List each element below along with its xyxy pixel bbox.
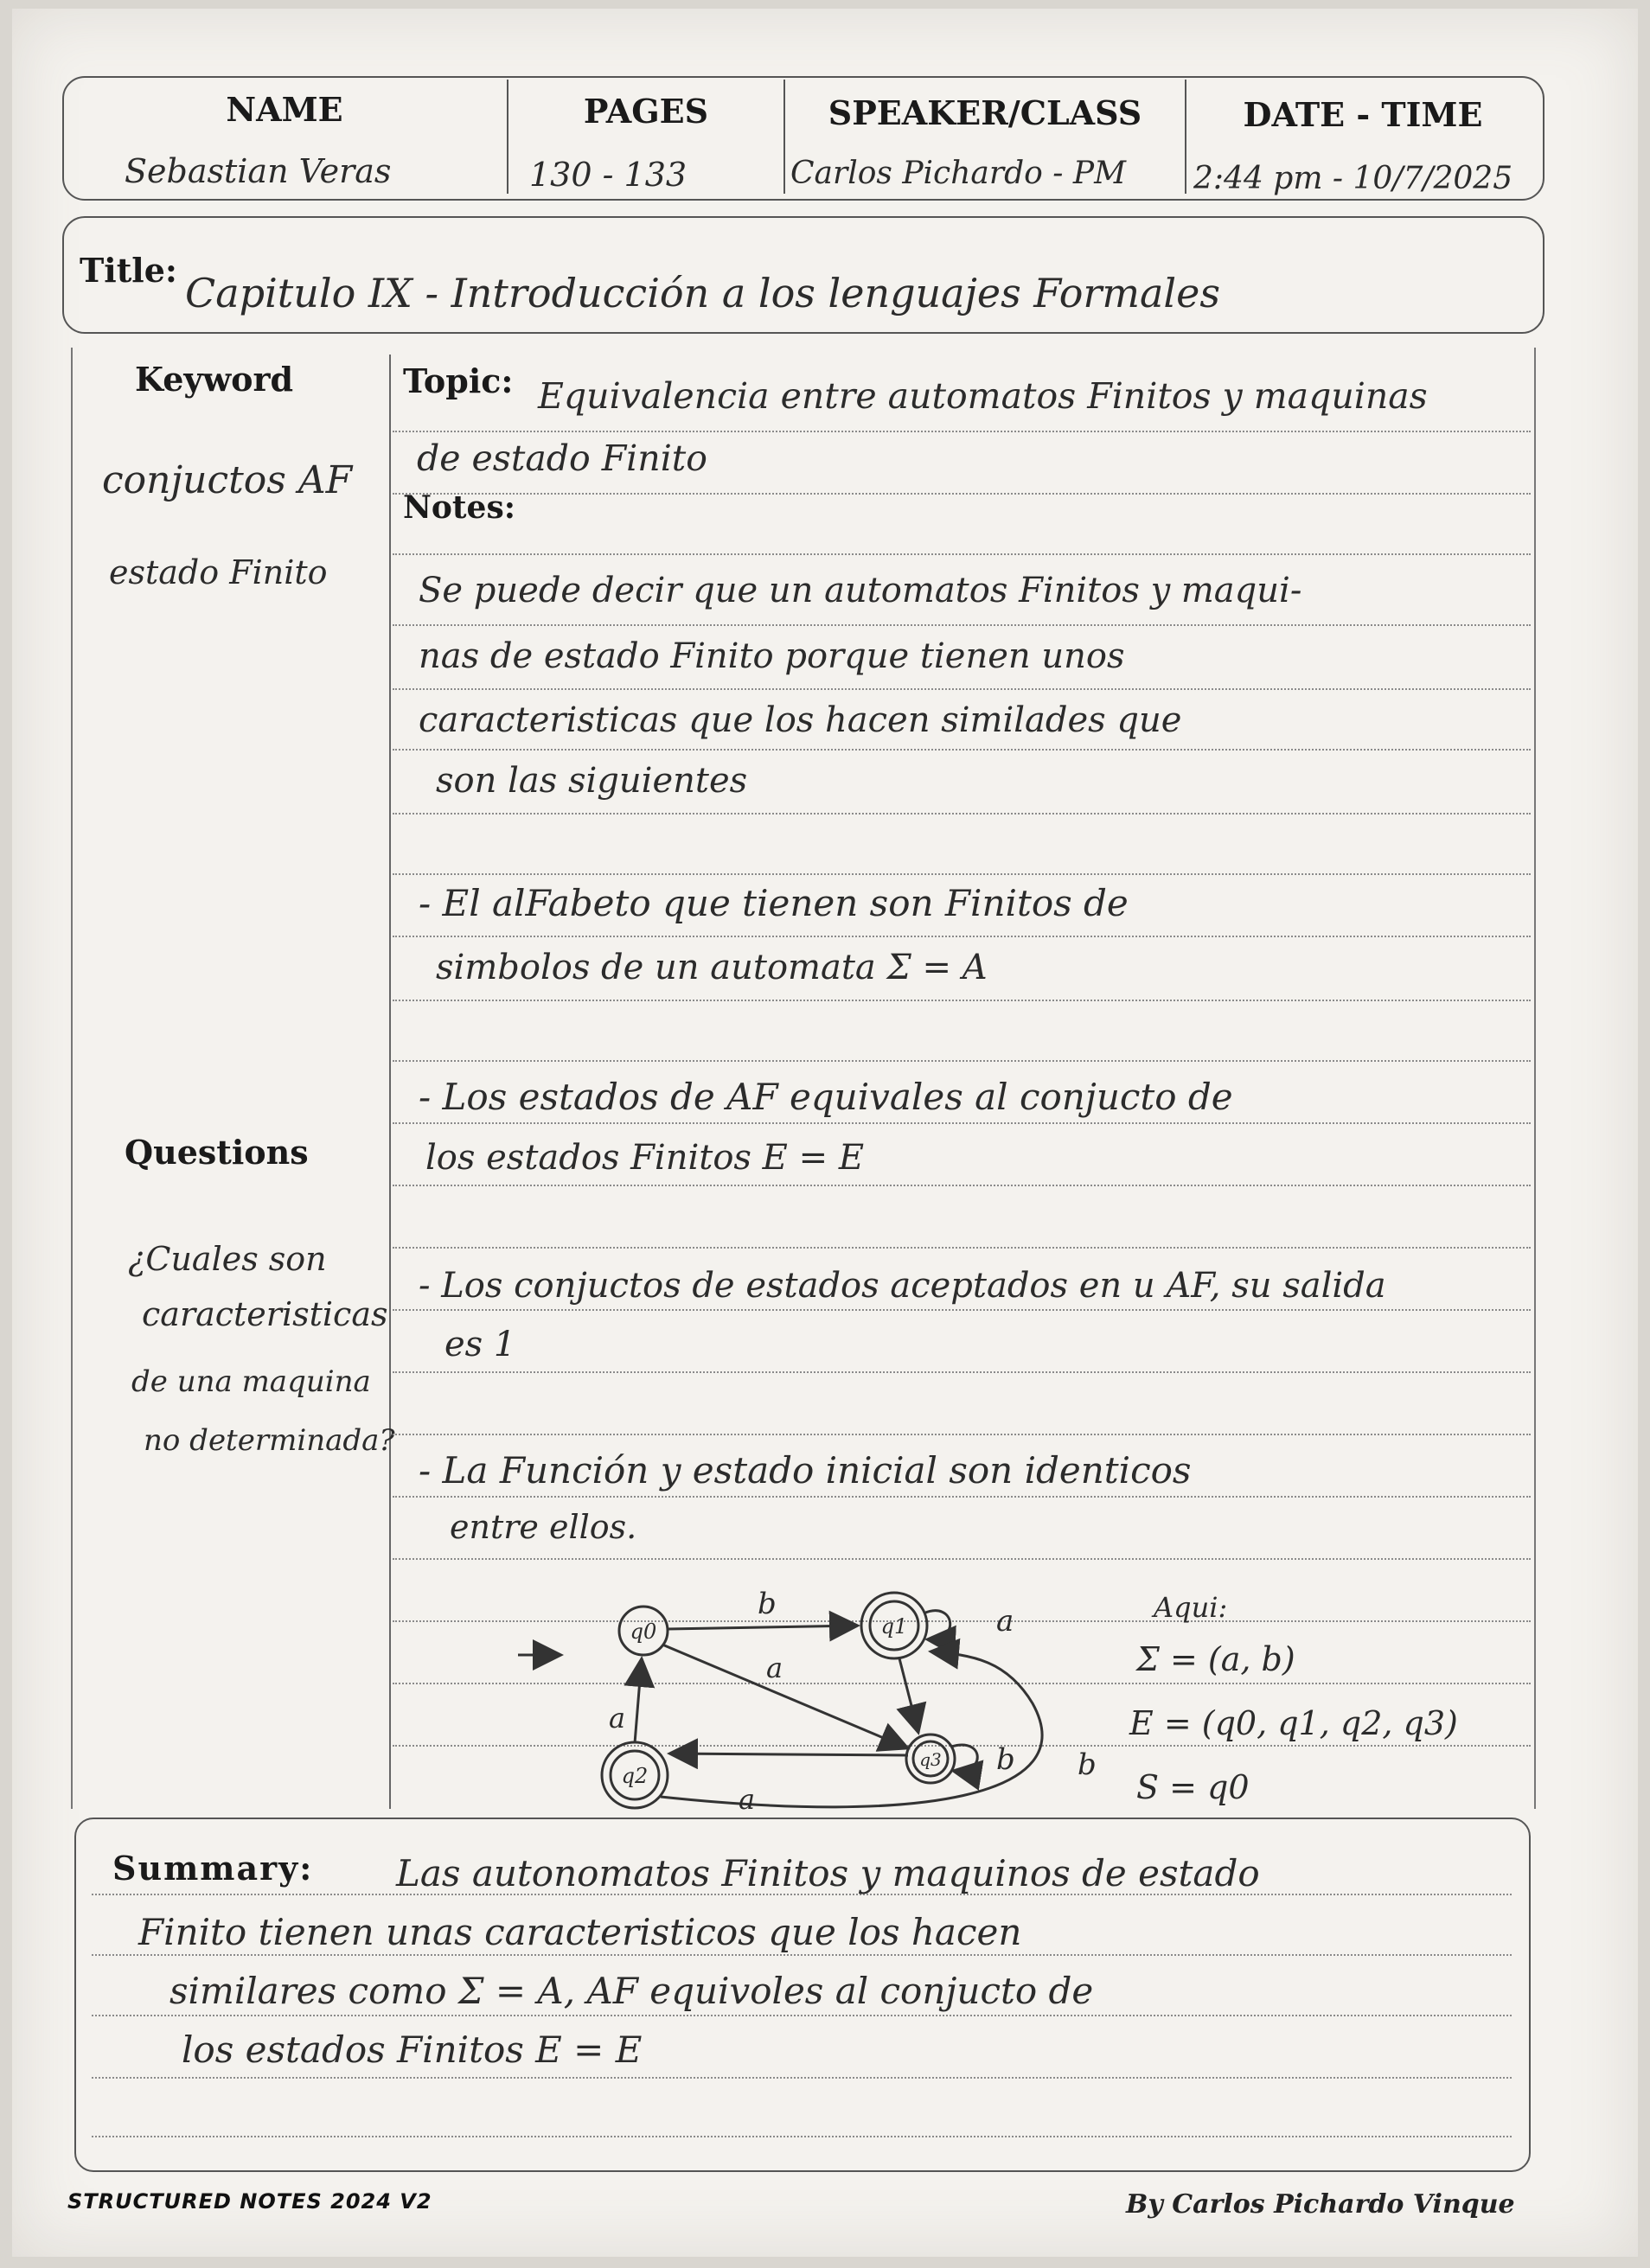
notes-line-11: - La Función y estado inicial son identicos (419, 1449, 1192, 1492)
edge-label-b-q3-q1: b (1078, 1747, 1097, 1782)
notes-line-2: nas de estado Finito porque tienen unos (419, 636, 1125, 676)
pages-value: 130 - 133 (529, 156, 688, 194)
notes-line-4: son las siguientes (436, 761, 748, 801)
notebook-page (12, 9, 1638, 2257)
topic-label: Topic: (403, 361, 514, 400)
edge-label-a-q0-q3: a (766, 1651, 783, 1684)
edge-label-b-q0-q1: b (758, 1587, 777, 1621)
notes-line-7: - Los estados de AF equivales al conjucto de (419, 1076, 1233, 1118)
name-label: NAME (226, 90, 343, 129)
summary-line-4: los estados Finitos E = E (182, 2028, 643, 2071)
automaton-diagram (401, 1565, 1532, 1816)
state-q2-label: q2 (621, 1764, 649, 1788)
speaker-label: SPEAKER/CLASS (828, 93, 1142, 132)
edge-label-a-q2-q0: a (609, 1702, 626, 1735)
keyword-item-2: estado Finito (109, 553, 328, 591)
notes-line-5: - El alFabeto que tienen son Finitos de (419, 882, 1129, 924)
keyword-item-1: conjuctos AF (102, 458, 353, 502)
date-value: 2:44 pm - 10/7/2025 (1193, 161, 1513, 196)
title-value: Capitulo IX - Introducción a los lenguajes Formales (185, 270, 1220, 316)
state-q1-label: q1 (880, 1614, 908, 1639)
edge-label-a-q3-q2: a (739, 1783, 756, 1816)
notes-line-8: los estados Finitos E = E (425, 1138, 865, 1178)
legend-line-4: S = q0 (1136, 1768, 1250, 1806)
topic-line-2: de estado Finito (417, 438, 707, 479)
state-q0-label: q0 (630, 1620, 657, 1644)
legend-line-1: Aqui: (1154, 1591, 1228, 1624)
edge-label-a-q1-loop: a (996, 1604, 1014, 1639)
question-line-4: no determinada? (144, 1423, 395, 1458)
notes-label: Notes: (403, 489, 516, 526)
name-value: Sebastian Veras (125, 152, 392, 190)
topic-line-1: Equivalencia entre automatos Finitos y maquinas (538, 375, 1428, 417)
speaker-value: Carlos Pichardo - PM (790, 156, 1126, 191)
notes-line-12: entre ellos. (450, 1508, 637, 1546)
state-q3-label: q3 (919, 1749, 942, 1770)
footer-author: By Carlos Pichardo Vinque (1126, 2189, 1515, 2220)
title-label: Title: (80, 251, 177, 290)
pages-label: PAGES (583, 92, 709, 131)
question-line-1: ¿Cuales son (128, 1240, 327, 1278)
date-label: DATE - TIME (1243, 95, 1483, 134)
legend-line-3: E = (q0, q1, q2, q3) (1129, 1704, 1458, 1742)
questions-label: Questions (125, 1133, 309, 1172)
notes-line-6: simbolos de un automata Σ = A (436, 948, 988, 987)
summary-line-3: similares como Σ = A, AF equivoles al conjucto de (169, 1970, 1094, 2012)
keyword-label: Keyword (135, 360, 294, 399)
notes-line-9: - Los conjuctos de estados aceptados en u AF, su salida (419, 1266, 1386, 1306)
summary-line-1: Las autonomatos Finitos y maquinos de estado (396, 1852, 1260, 1894)
notes-line-3: caracteristicas que los hacen similades que (419, 700, 1182, 740)
footer-brand: STRUCTURED NOTES 2024 V2 (67, 2189, 432, 2214)
question-line-2: caracteristicas (142, 1295, 388, 1333)
summary-label: Summary: (112, 1849, 314, 1888)
summary-line-2: Finito tienen unas caracteristicos que los hacen (138, 1911, 1022, 1953)
edge-label-b-q3-loop: b (996, 1742, 1015, 1777)
notes-line-1: Se puede decir que un automatos Finitos y maqui- (419, 571, 1302, 610)
legend-line-2: Σ = (a, b) (1136, 1640, 1295, 1678)
notes-line-10: es 1 (444, 1325, 516, 1364)
question-line-3: de una maquina (131, 1364, 371, 1399)
